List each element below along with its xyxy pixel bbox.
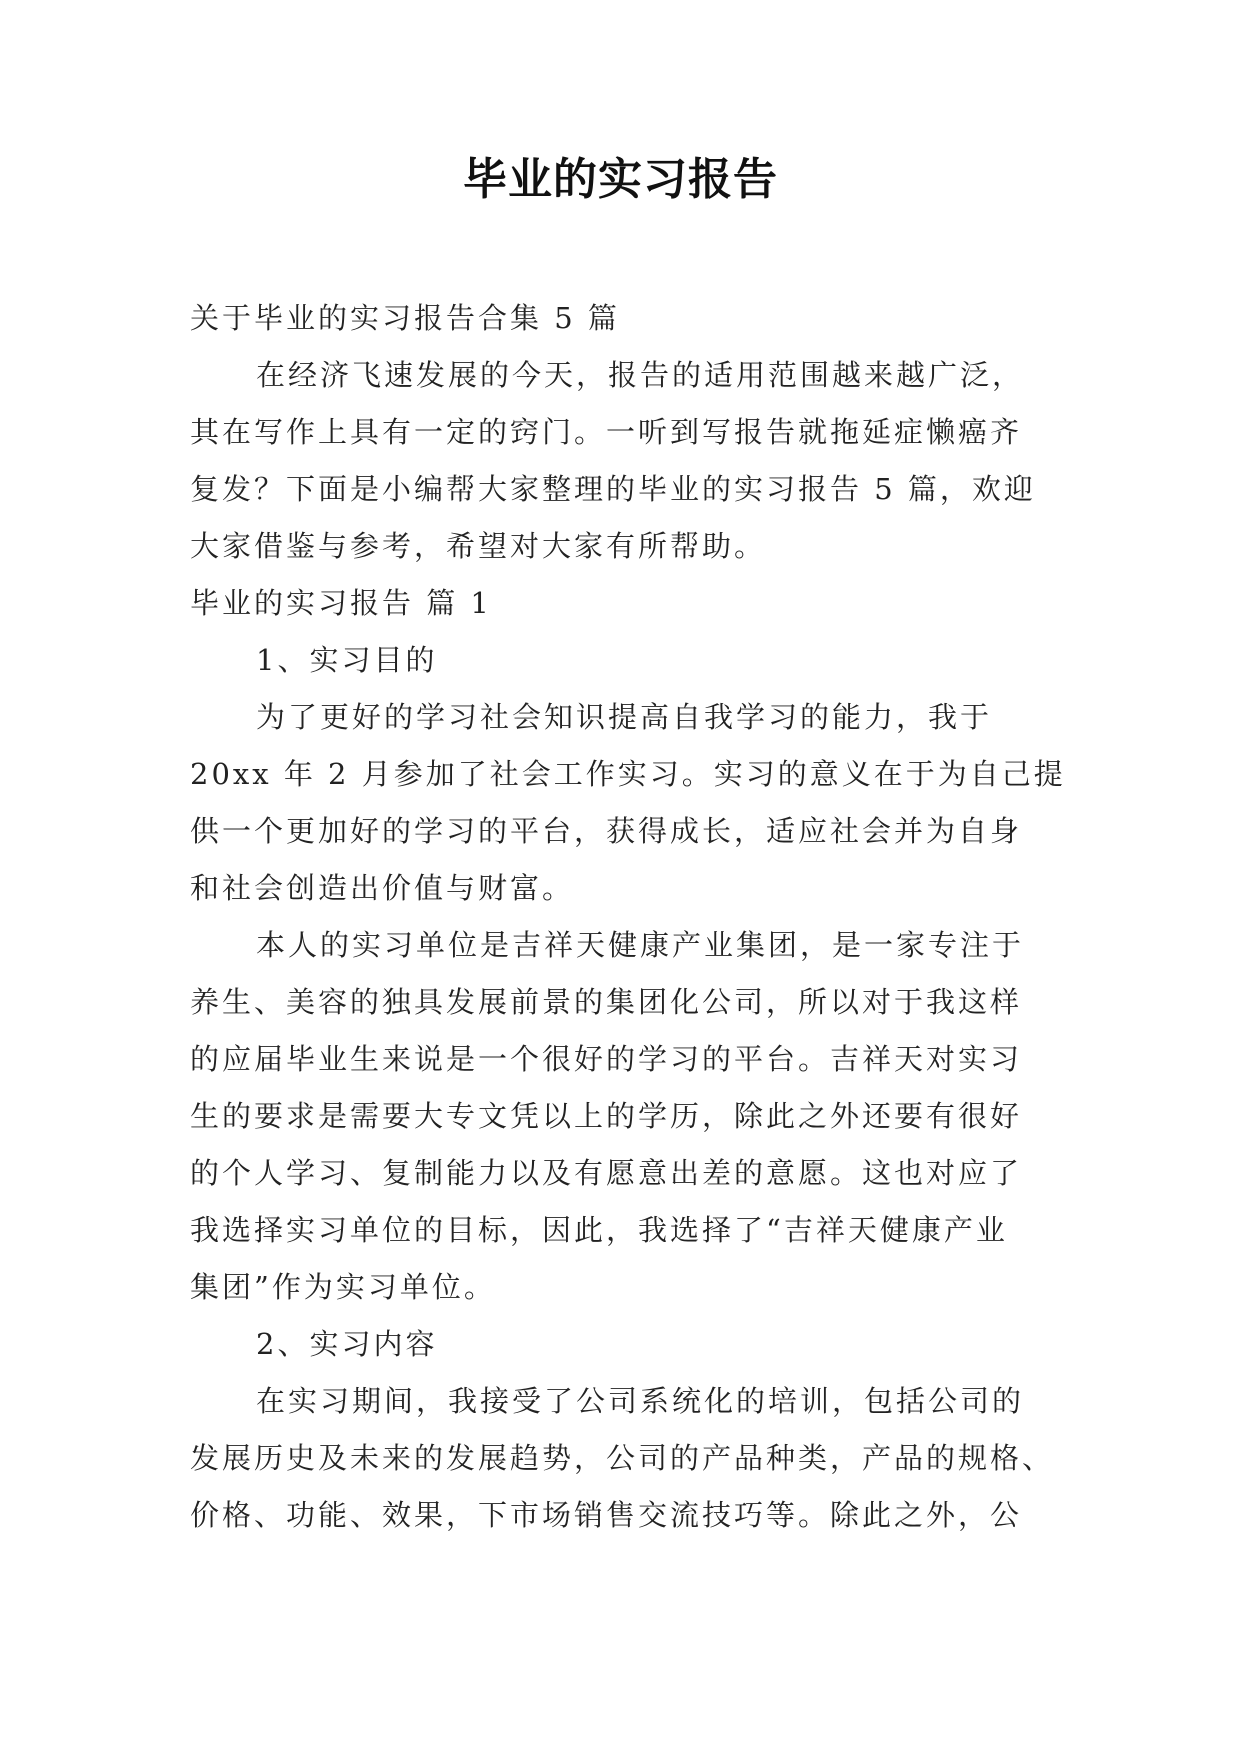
text-line: 供一个更加好的学习的平台，获得成长，适应社会并为自身: [190, 814, 1023, 848]
text-line: 大家借鉴与参考，希望对大家有所帮助。: [190, 529, 767, 563]
text-line: 集团”作为实习单位。: [190, 1270, 496, 1304]
text-line: 价格、功能、效果，下市场销售交流技巧等。除此之外，公: [190, 1498, 1023, 1532]
text-line: 为了更好的学习社会知识提高自我学习的能力，我于: [256, 700, 993, 734]
text-line: 的应届毕业生来说是一个很好的学习的平台。吉祥天对实习: [190, 1042, 1023, 1076]
text-line: 养生、美容的独具发展前景的集团化公司，所以对于我这样: [190, 985, 1023, 1019]
text-line: 我选择实习单位的目标，因此，我选择了“吉祥天健康产业: [190, 1213, 1008, 1247]
text-line: 的个人学习、复制能力以及有愿意出差的意愿。这也对应了: [190, 1156, 1023, 1190]
text-line: 发展历史及未来的发展趋势，公司的产品种类，产品的规格、: [190, 1441, 1055, 1475]
text-line: 关于毕业的实习报告合集 5 篇: [190, 301, 620, 335]
text-line: 生的要求是需要大专文凭以上的学历，除此之外还要有很好: [190, 1099, 1023, 1133]
text-line: 2、实习内容: [256, 1327, 438, 1361]
text-line: 在实习期间，我接受了公司系统化的培训，包括公司的: [256, 1384, 1025, 1418]
document-body: [190, 290, 1066, 1544]
text-line: 本人的实习单位是吉祥天健康产业集团，是一家专注于: [256, 928, 1025, 962]
text-line: 在经济飞速发展的今天，报告的适用范围越来越广泛，: [256, 358, 1025, 392]
document-title: 毕业的实习报告: [463, 154, 778, 205]
text-line: 20xx 年 2 月参加了社会工作实习。实习的意义在于为自己提: [190, 757, 1066, 791]
text-line: 毕业的实习报告 篇 1: [190, 586, 492, 620]
text-line: 1、实习目的: [256, 643, 438, 677]
text-line: 和社会创造出价值与财富。: [190, 871, 575, 905]
text-line: 复发？下面是小编帮大家整理的毕业的实习报告 5 篇，欢迎: [190, 472, 1036, 506]
text-line: 其在写作上具有一定的窍门。一听到写报告就拖延症懒癌齐: [190, 415, 1023, 449]
